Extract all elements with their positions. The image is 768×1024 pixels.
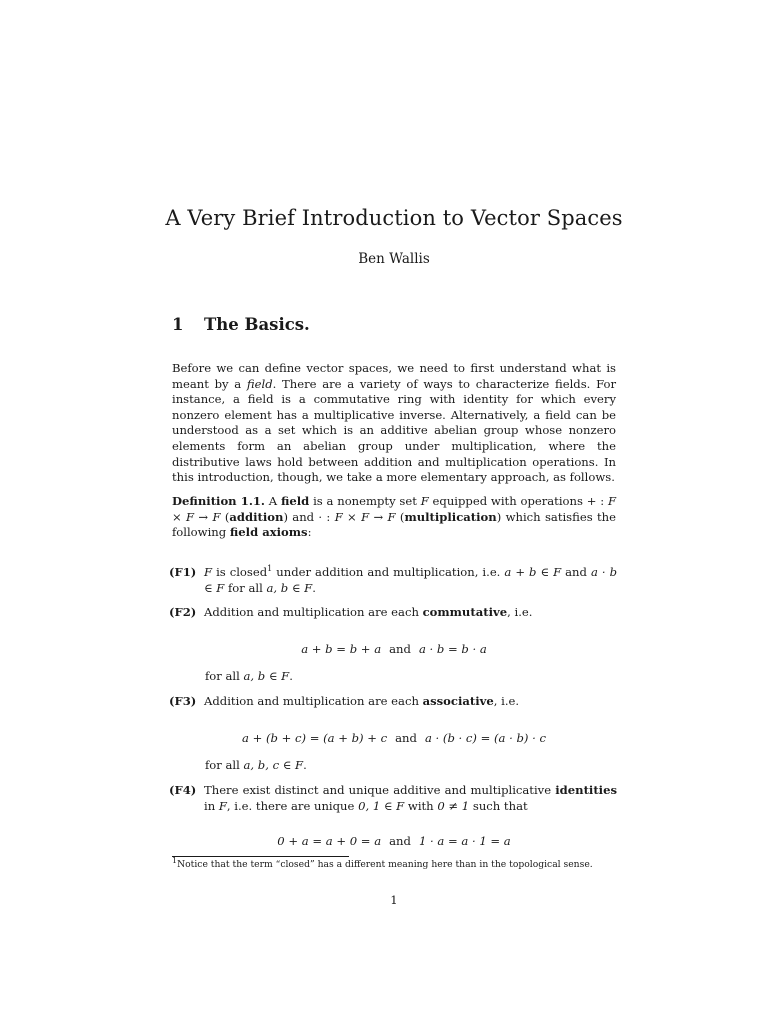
axiom-label: (F1) <box>169 565 197 579</box>
axiom-label: (F3) <box>169 694 197 708</box>
equation-and: and <box>395 731 417 745</box>
author-name: Ben Wallis <box>358 251 430 267</box>
footnote-marker: 1 <box>267 564 273 574</box>
axiom-text: and <box>565 565 587 579</box>
def-bold-addition: addition <box>229 509 284 524</box>
axiom-text: , i.e. <box>493 694 520 708</box>
footnote-mark: 1 <box>172 855 178 865</box>
def-bold-field: field <box>280 494 310 508</box>
axiom-text: , i.e. <box>507 605 533 619</box>
qualifier-text: . <box>289 669 293 683</box>
axiom-var: F <box>218 798 227 813</box>
axiom-label: (F2) <box>169 605 197 619</box>
axiom-label: (F4) <box>169 783 197 797</box>
axiom-math: a + b ∈ F <box>504 565 562 579</box>
axiom-math: a · b ∈ F <box>204 565 618 595</box>
qualifier-text: for all <box>205 758 240 772</box>
axiom-text: There exist distinct and unique additive and multiplicative <box>204 783 552 797</box>
equation-and: and <box>389 834 411 848</box>
axiom-body <box>204 565 617 596</box>
equation-identities <box>172 834 616 848</box>
intro-field-word: field <box>246 376 273 391</box>
axiom-f1 <box>169 565 617 596</box>
axiom-text: Addition and multiplication are each <box>204 694 419 708</box>
paper-title: A Very Brief Introduction to Vector Spaces <box>165 206 623 230</box>
axiom-body <box>204 783 617 814</box>
def-text-2: is a nonempty set <box>313 494 417 508</box>
qualifier-text: . <box>303 758 307 772</box>
section-number: 1 <box>172 315 184 334</box>
equation-commutative <box>172 642 616 656</box>
qualifier-math: a, b, c ∈ F <box>243 758 304 772</box>
equation-right: a · b = b · a <box>418 642 487 656</box>
footnote-rule <box>172 856 349 857</box>
def-math-add: F × F → F <box>172 494 616 524</box>
def-text-3: equipped with operations + : <box>432 494 605 508</box>
def-math-mult: F × F → F <box>334 509 396 524</box>
axiom-f4 <box>169 783 617 814</box>
def-text-1: A <box>268 494 278 508</box>
axiom-text: such that <box>472 798 528 813</box>
def-text-6: : <box>307 525 312 540</box>
def-var-f: F <box>420 494 429 508</box>
axiom-body <box>204 605 617 621</box>
footnote <box>172 855 622 870</box>
axiom-f3 <box>169 694 617 710</box>
section-title: The Basics. <box>204 315 310 334</box>
axiom-text: under addition and multiplication, i.e. <box>276 565 501 579</box>
def-bold-multiplication: multiplication <box>404 509 497 524</box>
section-heading <box>172 315 310 334</box>
intro-text-b: . There are a variety of ways to characterize fields. For instance, a field is a commutative ring with identity for which every nonzero element has a multiplicative inverse. Alternatively, a field can be understood as a set which is an additive abelian group whose nonzero elements form an abelian group under multiplication, where the distributive laws hold between addition and multiplication operations. In this introduction, though, we take a more elementary approach, as follows. <box>172 376 617 485</box>
axiom-text: is closed <box>216 565 268 579</box>
axiom-text: , i.e. there are unique <box>226 798 355 813</box>
axiom-text: in <box>204 798 216 813</box>
qualifier-text: for all <box>205 669 240 683</box>
equation-right: 1 · a = a · 1 = a <box>418 834 511 848</box>
axiom-math: 0, 1 ∈ F <box>358 798 405 813</box>
equation-qualifier <box>205 758 307 772</box>
intro-text-a: Before we can define vector spaces, we need to first understand what is meant by a <box>172 361 616 391</box>
def-bold-axioms: field axioms <box>229 525 308 540</box>
axiom-f2 <box>169 605 617 621</box>
axiom-math: 0 ≠ 1 <box>437 798 470 813</box>
axiom-bold-term: associative <box>422 694 494 708</box>
axiom-text: for all <box>228 580 263 595</box>
equation-and: and <box>389 642 411 656</box>
axiom-text: . <box>312 580 316 595</box>
axiom-math: a, b ∈ F <box>266 580 313 595</box>
footnote-text: Notice that the term “closed” has a different meaning here than in the topological sense. <box>177 859 593 870</box>
axiom-bold-term: commutative <box>422 605 508 619</box>
page-number: 1 <box>390 893 398 907</box>
axiom-body <box>204 694 617 710</box>
equation-qualifier <box>205 669 293 683</box>
axiom-bold-term: identities <box>555 783 617 797</box>
equation-left: a + b = b + a <box>301 642 382 656</box>
axiom-text: with <box>407 798 434 813</box>
definition-paragraph: Definition 1.1. A field is a nonempty set F equipped with operations + : F × F → F (addition) and · : F × F → F (multiplication) which satisfies the following field axioms: <box>172 494 616 540</box>
equation-right: a · (b · c) = (a · b) · c <box>424 731 547 745</box>
axiom-var: F <box>204 565 213 579</box>
axiom-text: Addition and multiplication are each <box>204 605 419 619</box>
equation-left: a + (b + c) = (a + b) + c <box>241 731 388 745</box>
qualifier-math: a, b ∈ F <box>243 669 290 683</box>
def-text-5: ) which satisfies the following <box>172 509 616 540</box>
intro-paragraph <box>172 361 616 486</box>
def-text-4: ) and · : <box>283 509 331 524</box>
definition-label: Definition 1.1. <box>172 494 265 508</box>
equation-left: 0 + a = a + 0 = a <box>277 834 382 848</box>
equation-associative <box>172 731 616 745</box>
